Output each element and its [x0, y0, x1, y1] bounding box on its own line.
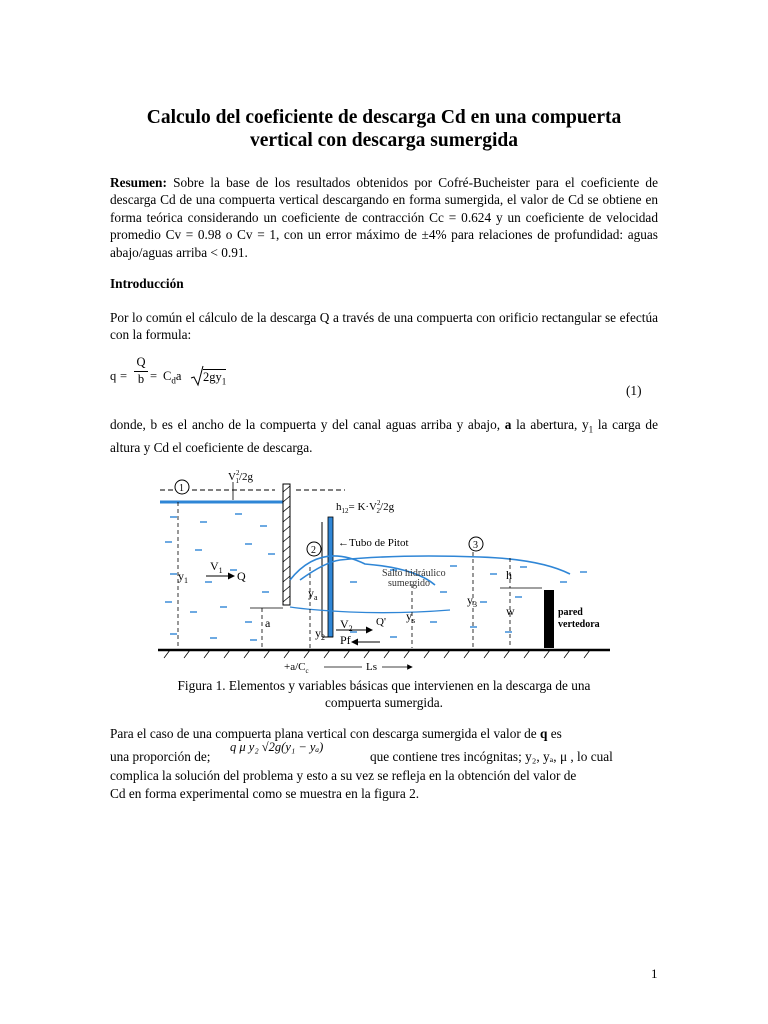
section-2-label: 2: [311, 545, 316, 556]
ya-y: y: [308, 586, 314, 600]
ya-label: [308, 586, 318, 602]
intro-heading: Introducción: [110, 276, 184, 291]
contracted-jet: [290, 607, 450, 613]
ys-y: y: [406, 609, 412, 623]
h12-rhs: = K·V: [348, 501, 378, 513]
paper-title: [110, 106, 658, 152]
page-number: 1: [651, 966, 658, 981]
y3-y: y: [467, 593, 473, 607]
donde-paragraph: [110, 416, 658, 456]
para2-text-1: Para el caso de una compuerta plana vertical con descarga sumergida el valor de: [110, 726, 540, 741]
v1-sub: 1: [218, 566, 223, 575]
caption-line-1: Figura 1. Elementos y variables básicas que intervienen en la descarga de una: [177, 678, 591, 693]
y3-label: [467, 593, 477, 609]
v2-v: V: [340, 617, 349, 631]
eq1-radicand-sub: 1: [221, 376, 227, 387]
eq1-radicand: [203, 369, 226, 389]
intro-text: Por lo común el cálculo de la descarga Q a través de una compuerta con orificio rectangular se efectúa con la formula:: [110, 310, 658, 343]
h12-rhs-sup: 2: [377, 499, 381, 507]
eq1-c: C: [163, 369, 172, 383]
y2-label: [315, 626, 325, 642]
weir-label-2: vertedora: [558, 619, 600, 630]
abstract-label: Resumen:: [110, 175, 167, 190]
eq1-numerator: Q: [136, 355, 146, 369]
weir-wall: [544, 590, 554, 648]
para2-line-2-end: que contiene tres incógnitas; y₂, yₐ, μ , lo cual: [370, 749, 613, 764]
ys-label: [406, 609, 415, 625]
title-line-1: Calculo del coeficiente de descarga Cd en una compuerta: [146, 107, 622, 128]
ls-label: Ls: [366, 661, 377, 673]
v1-head-v: V: [228, 471, 236, 483]
h-label: h: [506, 568, 512, 582]
y2-sub: 2: [321, 633, 325, 642]
donde-text-1: donde, b es el ancho de la compuerta y del canal aguas arriba y abajo,: [110, 417, 505, 432]
eq1-a: a: [175, 369, 182, 383]
abstract: [110, 174, 658, 261]
h12-h: h: [336, 501, 342, 513]
a-cc-text: +a/C: [284, 661, 306, 673]
y1-y: y: [178, 569, 184, 583]
eq1-radicand-text: 2gy: [203, 370, 222, 384]
donde-a: a: [504, 417, 512, 432]
eq1-equals-2: =: [150, 369, 158, 383]
y2-y: y: [315, 626, 321, 640]
para2-q: q: [540, 726, 548, 741]
h12-label: [336, 499, 395, 515]
a-cc-label: [284, 661, 309, 675]
pitot-label: ←Tubo de Pitot: [338, 537, 409, 549]
eq1-cd: [163, 369, 181, 386]
para2-line-2-start: una proporción de;: [110, 749, 211, 764]
h12-end: /2g: [380, 501, 395, 513]
eq1-fraction: [134, 355, 148, 387]
v1-head-den: /2g: [238, 471, 254, 483]
y1-sub: 1: [184, 576, 188, 585]
abstract-text: Sobre la base de los resultados obtenidos por Cofré-Bucheister para el coeficiente de descarga Cd de una compuerta vertical descargando en forma sumergida, el valor de Cd se obtiene en forma teórica considerando un coeficiente de contracción Cc = 0.624 y un coeficiente de velocidad promedio Cv = 0.98 o Cv = 1, con un error máximo de ±4% para relaciones de profundidad: aguas abajo/aguas arriba < 0.91.: [110, 175, 658, 260]
para2-text-2: es: [547, 726, 562, 741]
pf-label: Pf: [340, 633, 351, 647]
v1-head-sup: 2: [235, 469, 240, 477]
q-label: Q: [237, 569, 246, 583]
ya-sub: a: [314, 593, 318, 602]
section-3-label: 3: [473, 540, 478, 551]
donde-sub: 1: [588, 424, 594, 435]
sqrt-sign-icon: [190, 365, 204, 387]
jump-label-2: sumergido: [388, 578, 431, 589]
y3-sub: 3: [473, 600, 477, 609]
jump-label-1: Salto hidráulico: [382, 568, 446, 579]
para2-line-4: Cd en forma experimental como se muestra en la figura 2.: [110, 786, 420, 801]
eq1-equals: =: [120, 369, 128, 383]
a-cc-sub: c: [305, 667, 309, 675]
q-prime-label: Q': [376, 616, 386, 628]
para2-formula: q μ y₂ √2g(y₁ − yₐ): [230, 740, 324, 754]
v1-label: [210, 559, 223, 575]
a-label: a: [265, 616, 271, 630]
pitot-tube: [328, 517, 333, 637]
paragraph-2-line-1: [110, 725, 658, 742]
eq1-denominator: b: [134, 371, 148, 387]
equation-1: [110, 355, 650, 405]
donde-text-2: la abertura, y: [511, 417, 589, 432]
para2-line-3: complica la solución del problema y esto a su vez se refleja en la obtención del valor de: [110, 768, 577, 783]
equation-number: (1): [626, 383, 642, 398]
donde-text-3: la carga de altura y Cd el coeficiente de descarga.: [110, 417, 658, 456]
v1-head-label: [228, 469, 254, 485]
h12-sub: 12: [341, 507, 349, 515]
caption-line-2: compuerta sumergida.: [325, 695, 443, 710]
v1-v: V: [210, 559, 219, 573]
title-line-2: vertical con descarga sumergida: [249, 130, 519, 151]
eq1-q: q: [110, 369, 117, 383]
v2-sub: 2: [348, 624, 353, 633]
figure-1-diagram: [150, 462, 620, 677]
h12-rhs-sub: 2: [376, 507, 381, 515]
section-1-label: 1: [179, 483, 184, 494]
ys-sub: s: [412, 616, 416, 625]
figure-caption: [130, 677, 638, 711]
w-label: w: [506, 604, 515, 618]
v2-label: [340, 617, 353, 633]
v1-head-sub: 1: [235, 477, 239, 485]
eq1-d: d: [171, 375, 176, 386]
y1-label: [178, 569, 188, 585]
weir-label-1: pared: [558, 607, 583, 618]
